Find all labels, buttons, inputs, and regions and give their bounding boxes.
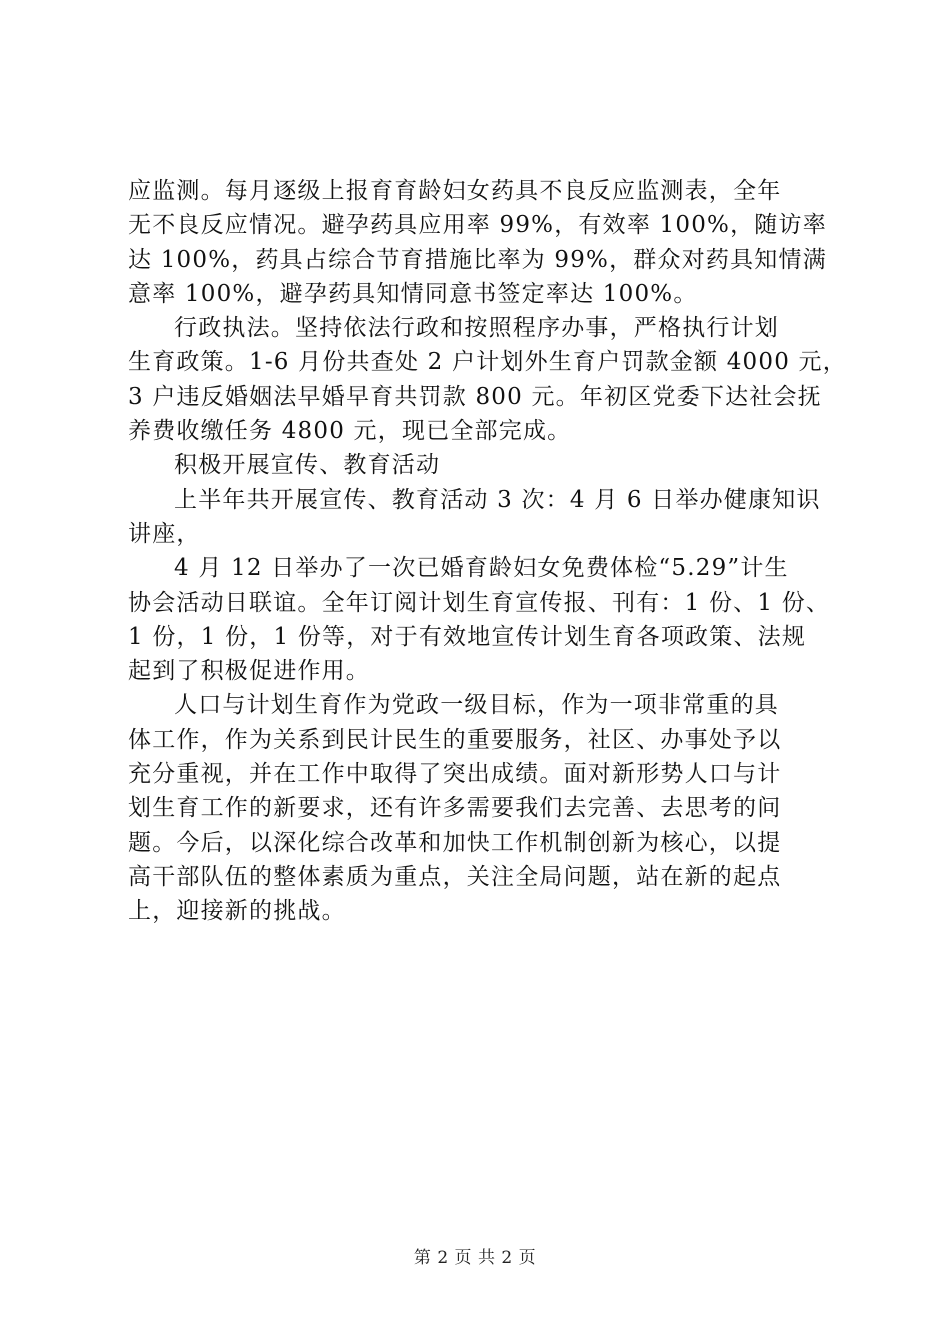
- text-line: 题。今后，以深化综合改革和加快工作机制创新为核心，以提: [128, 829, 782, 856]
- text-line: 养费收缴任务 4800 元，现已全部完成。: [128, 418, 572, 445]
- text-line: 1 份，1 份，1 份等，对于有效地宣传计划生育各项政策、法规: [128, 623, 807, 650]
- text-line: 3 户违反婚姻法早婚早育共罚款 800 元。年初区党委下达社会抚: [128, 383, 822, 410]
- paragraph-start-line: 上半年共开展宣传、教育活动 3 次：4 月 6 日举办健康知识: [174, 486, 821, 513]
- text-line: 起到了积极促进作用。: [128, 658, 370, 685]
- text-line: 意率 100%，避孕药具知情同意书签定率达 100%。: [128, 280, 698, 307]
- text-line: 应监测。每月逐级上报育育龄妇女药具不良反应监测表，全年: [128, 178, 782, 204]
- text-line: 高干部队伍的整体素质为重点，关注全局问题，站在新的起点: [128, 863, 782, 890]
- text-line: 生育政策。1-6 月份共查处 2 户计划外生育户罚款金额 4000 元，: [128, 349, 847, 376]
- text-line: 上，迎接新的挑战。: [128, 898, 346, 925]
- paragraph-start-line: 4 月 12 日举办了一次已婚育龄妇女免费体检“5.29”计生: [174, 555, 789, 582]
- paragraph-start-line: 行政执法。坚持依法行政和按照程序办事，严格执行计划: [174, 315, 779, 342]
- section-heading: 积极开展宣传、教育活动: [174, 452, 441, 479]
- text-line: 达 100%，药具占综合节育措施比率为 99%，群众对药具知情满: [128, 246, 827, 273]
- text-line: 无不良反应情况。避孕药具应用率 99%，有效率 100%，随访率: [128, 212, 827, 239]
- paragraph-start-line: 人口与计划生育作为党政一级目标，作为一项非常重的具: [174, 692, 779, 719]
- text-line: 充分重视，并在工作中取得了突出成绩。面对新形势人口与计: [128, 761, 782, 788]
- document-body: [128, 174, 847, 929]
- text-line: 协会活动日联谊。全年订阅计划生育宣传报、刊有：1 份、1 份、: [128, 589, 831, 616]
- text-line: 讲座，: [128, 520, 201, 547]
- page-number-footer: 第 2 页 共 2 页: [413, 1248, 537, 1268]
- text-line: 划生育工作的新要求，还有许多需要我们去完善、去思考的问: [128, 795, 782, 822]
- text-line: 体工作，作为关系到民计民生的重要服务，社区、办事处予以: [128, 726, 782, 753]
